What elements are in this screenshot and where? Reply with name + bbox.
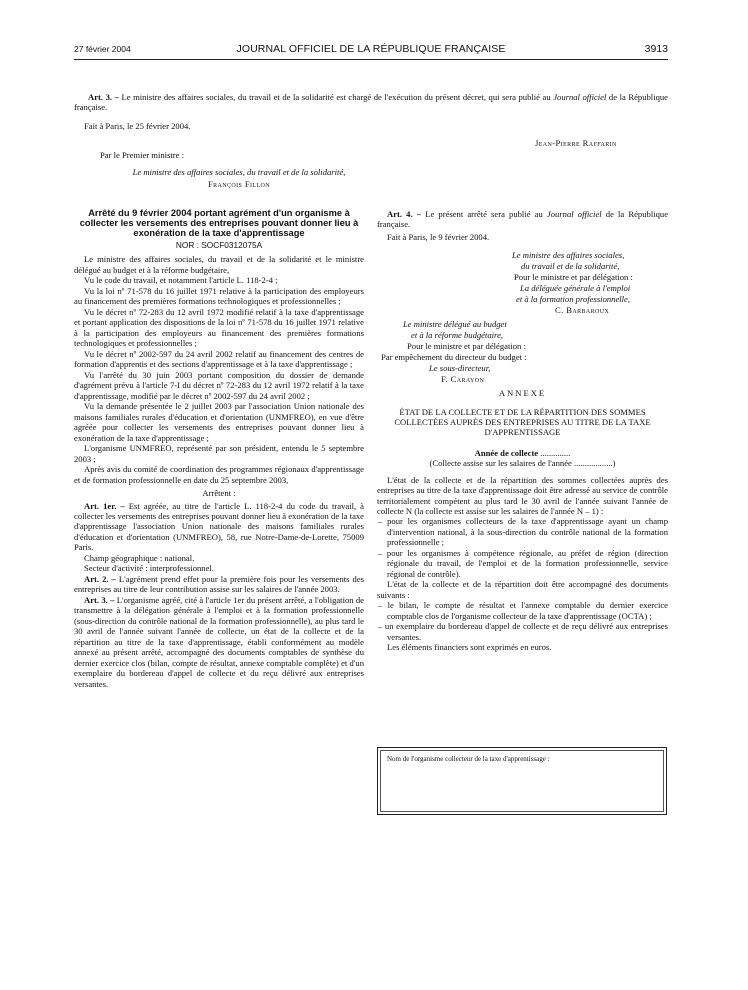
- sig-line: La déléguée générale à l'emploi: [520, 283, 631, 294]
- etat-title: ÉTAT DE LA COLLECTE ET DE LA RÉPARTITION DES SOMMES COLLECTÉES AUPRÈS DES ENTREPRISES AU TITRE DE LA TAXE D'APPRENTISSAGE: [394, 406, 651, 437]
- arrete-done-at: Fait à Paris, le 9 février 2004.: [387, 231, 490, 242]
- secteur-activite: Secteur d'activité : interprofessionnel.: [84, 563, 214, 574]
- arrete-article-4: [377, 209, 668, 230]
- organisme-name-inner: [380, 750, 664, 812]
- journal-title: JOURNAL OFFICIEL DE LA RÉPUBLIQUE FRANÇAISE: [236, 43, 506, 55]
- sig-line: Le ministre des affaires sociales,: [512, 250, 625, 261]
- sig-name: C. Barbaroux: [555, 305, 610, 316]
- page-number: 3913: [644, 43, 668, 55]
- art2-text: L'agrément prend effet pour la première fois pour les versements des entreprises au titre de leur contribution assise sur les salaires de l'année 2003.: [74, 573, 364, 595]
- organisme-name-box: [377, 747, 667, 815]
- visa-paragraph: L'organisme UNMFREO, représenté par son président, entendu le 5 septembre 2003 ;: [74, 443, 364, 464]
- annexe-paragraph: L'état de la collecte et de la répartition des sommes collectées auprès des entreprises au titre de la taxe d'apprentissage doit être adressé au service de contrôle territorialement compétent au plus tard le 30 avril de l'année suivant l'année de collecte N (la collecte est assise sur les salaires de l'année N – 1) :: [377, 474, 668, 516]
- sig-line: Le ministre délégué au budget: [403, 319, 507, 330]
- visa-paragraph: Le ministre des affaires sociales, du travail et de la solidarité et le ministre délégué au budget et à la réforme budgétaire,: [74, 254, 364, 275]
- sig-line: Pour le ministre et par délégation :: [407, 341, 526, 352]
- art4-label: Art. 4. –: [387, 209, 422, 219]
- decree-art3-text-b: de la République française.: [74, 92, 668, 113]
- sig-line: Pour le ministre et par délégation :: [514, 272, 633, 283]
- arrete-article-2: [74, 574, 364, 595]
- decree-article-3: [74, 92, 668, 113]
- visa-paragraph: Vu le décret nº 72-283 du 12 avril 1972 modifié relatif à la taxe d'apprentissage et portant application des dispositions de la loi nº 71-578 du 16 juillet 1971 relative à la participation des employeurs au financement des premières formations technologiques et professionnelles ;: [74, 306, 364, 349]
- decree-by-pm: Par le Premier ministre :: [100, 150, 185, 160]
- art1-text: Est agréée, au titre de l'article L. 118-2-4 du code du travail, à collecter les versements des entreprises pouvant donner lieu à exonération de la taxe d'apprentissage l'association Union nationale des maisons familiales rurales d'éducation et d'orientation (UNMFREO), 58, rue Notre-Dame-de-Lorette, 75009 Paris.: [74, 500, 364, 553]
- art4-text-a: Le présent arrêté sera publié au: [421, 209, 547, 219]
- annee-label: Année de collecte: [474, 447, 539, 458]
- visa-paragraph: Vu le décret nº 2002-597 du 24 avril 2002 relatif au financement des centres de formation d'apprentis et des sections d'apprentissage et à la taxe d'apprentissage ;: [74, 348, 364, 370]
- annexe-bullet: – pour les organismes à compétence régionale, au préfet de région (direction régionale du travail, de l'emploi et de la formation professionnelle, service régional de contrôle).: [378, 547, 668, 579]
- visa-paragraph: Vu la demande présentée le 2 juillet 2003 par l'association Union nationale des maisons familiales rurales d'éducation et d'orientation (UNMFREO), en vue d'être agréée pour collecter les versements des entreprises pouvant donner lieu à exonération de la taxe d'apprentissage ;: [74, 401, 364, 443]
- annexe-bullet: – un exemplaire du bordereau d'appel de collecte et de reçu délivré aux entreprises versantes.: [378, 621, 668, 642]
- art3-label: Art. 3. –: [84, 594, 115, 605]
- annexe-paragraph: L'état de la collecte et de la répartition doit être accompagné des documents suivants :: [377, 579, 668, 600]
- decree-signatory: Jean-Pierre Raffarin: [535, 138, 617, 148]
- sig-line: du travail et de la solidarité,: [521, 261, 620, 272]
- sig-line: Le sous-directeur,: [429, 363, 491, 374]
- annee-collecte: [377, 448, 668, 458]
- previous-decree-end: [74, 92, 668, 113]
- visa-paragraph: Vu la loi nº 71-578 du 16 juillet 1971 relative à la participation des employeurs au financement des premières formations technologiques et professionnelles ;: [74, 285, 364, 307]
- arrete-article-3: [74, 595, 364, 689]
- collecte-assise: (Collecte assise sur les salaires de l'année ..................): [429, 458, 616, 469]
- signature-block: [377, 242, 668, 418]
- decree-minister-title: Le ministre des affaires sociales, du travail et de la solidarité,: [132, 167, 346, 177]
- header-date: 27 février 2004: [74, 44, 131, 54]
- art1-label: Art. 1er. –: [84, 500, 125, 511]
- decree-done-at: Fait à Paris, le 25 février 2004.: [84, 121, 191, 131]
- decree-art3-text-a: Le ministre des affaires sociales, du travail et de la solidarité est chargé de l'exécution du présent décret, qui sera publié au: [118, 92, 554, 102]
- nor-reference: NOR : SOCF0312075A: [175, 240, 263, 251]
- annexe-bullet: – le bilan, le compte de résultat et l'annexe comptable du dernier exercice comptable clos de l'organisme collecteur de la taxe d'apprentissage (OCTA) ;: [378, 600, 668, 621]
- annexe-bullet: – pour les organismes collecteurs de la taxe d'apprentissage ayant un champ d'intervention national, à la sous-direction du contrôle national de la formation professionnelle ;: [378, 516, 668, 548]
- sig-line: et à la réforme budgétaire,: [411, 330, 504, 341]
- art3-text: L'organisme agréé, cité à l'article 1er du présent arrêté, a l'obligation de transmettre à la délégation générale à l'emploi et à la formation professionnelle (sous-direction du contrôle national de la formation professionnelle), au plus tard le 30 avril de l'année suivant l'année de collecte, un état de la collecte et de la répartition au titre de la taxe d'apprentissage, établi conformément au modèle annexé au présent arrêté, accompagné des documents comptables de synthèse du dernier exercice clos (bilan, compte de résultat, annexe comptable complète) et d'un exemplaire du bordereau d'appel de collecte et du reçu délivré aux entreprises versantes.: [74, 594, 364, 689]
- art4-journal: Journal officiel: [546, 209, 602, 219]
- champ-geographique: Champ géographique : national.: [84, 552, 195, 563]
- arrete-title: Arrêté du 9 février 2004 portant agrément d'un organisme à collecter les versements des entreprises pouvant donner lieu à exonération de la taxe d'apprentissage: [79, 208, 359, 238]
- sig-line: Par empêchement du directeur du budget :: [381, 352, 527, 363]
- annee-dots: ..............: [538, 447, 571, 458]
- decree-art3-journal: Journal officiel: [553, 92, 607, 102]
- visa-paragraph: Vu l'arrêté du 30 juin 2003 portant composition du dossier de demande d'agrément prévu à l'article 7-I du décret nº 72-283 du 12 avril 1972 relatif à la taxe d'apprentissage, modifié par le décret nº 2002-597 du 24 avril 2002 ;: [74, 369, 364, 401]
- sig-line: et à la formation professionnelle,: [516, 294, 631, 305]
- annexe-title: ANNEXE: [498, 388, 547, 399]
- art4-text-b: de la République française.: [377, 209, 669, 230]
- organisme-name-label: Nom de l'organisme collecteur de la taxe d'apprentissage :: [387, 755, 550, 763]
- header-rule: [74, 59, 668, 60]
- decree-art3-label: Art. 3. –: [88, 92, 119, 102]
- visa-paragraph: Après avis du comité de coordination des programmes régionaux d'apprentissage et de formation professionnelle en date du 25 septembre 2003,: [74, 464, 364, 485]
- right-column: [377, 209, 668, 653]
- art2-label: Art. 2. –: [84, 573, 116, 584]
- annexe-paragraph: Les éléments financiers sont exprimés en euros.: [387, 642, 552, 653]
- left-column: [74, 209, 364, 689]
- visa-paragraph: Vu le code du travail, et notamment l'article L. 118-2-4 ;: [84, 275, 278, 286]
- sig-name: F. Carayon: [441, 374, 485, 385]
- arrete-article-1: [74, 501, 364, 553]
- arretent: Arrêtent :: [202, 488, 236, 499]
- decree-minister-name: François Fillon: [207, 179, 271, 189]
- running-header: [74, 44, 668, 58]
